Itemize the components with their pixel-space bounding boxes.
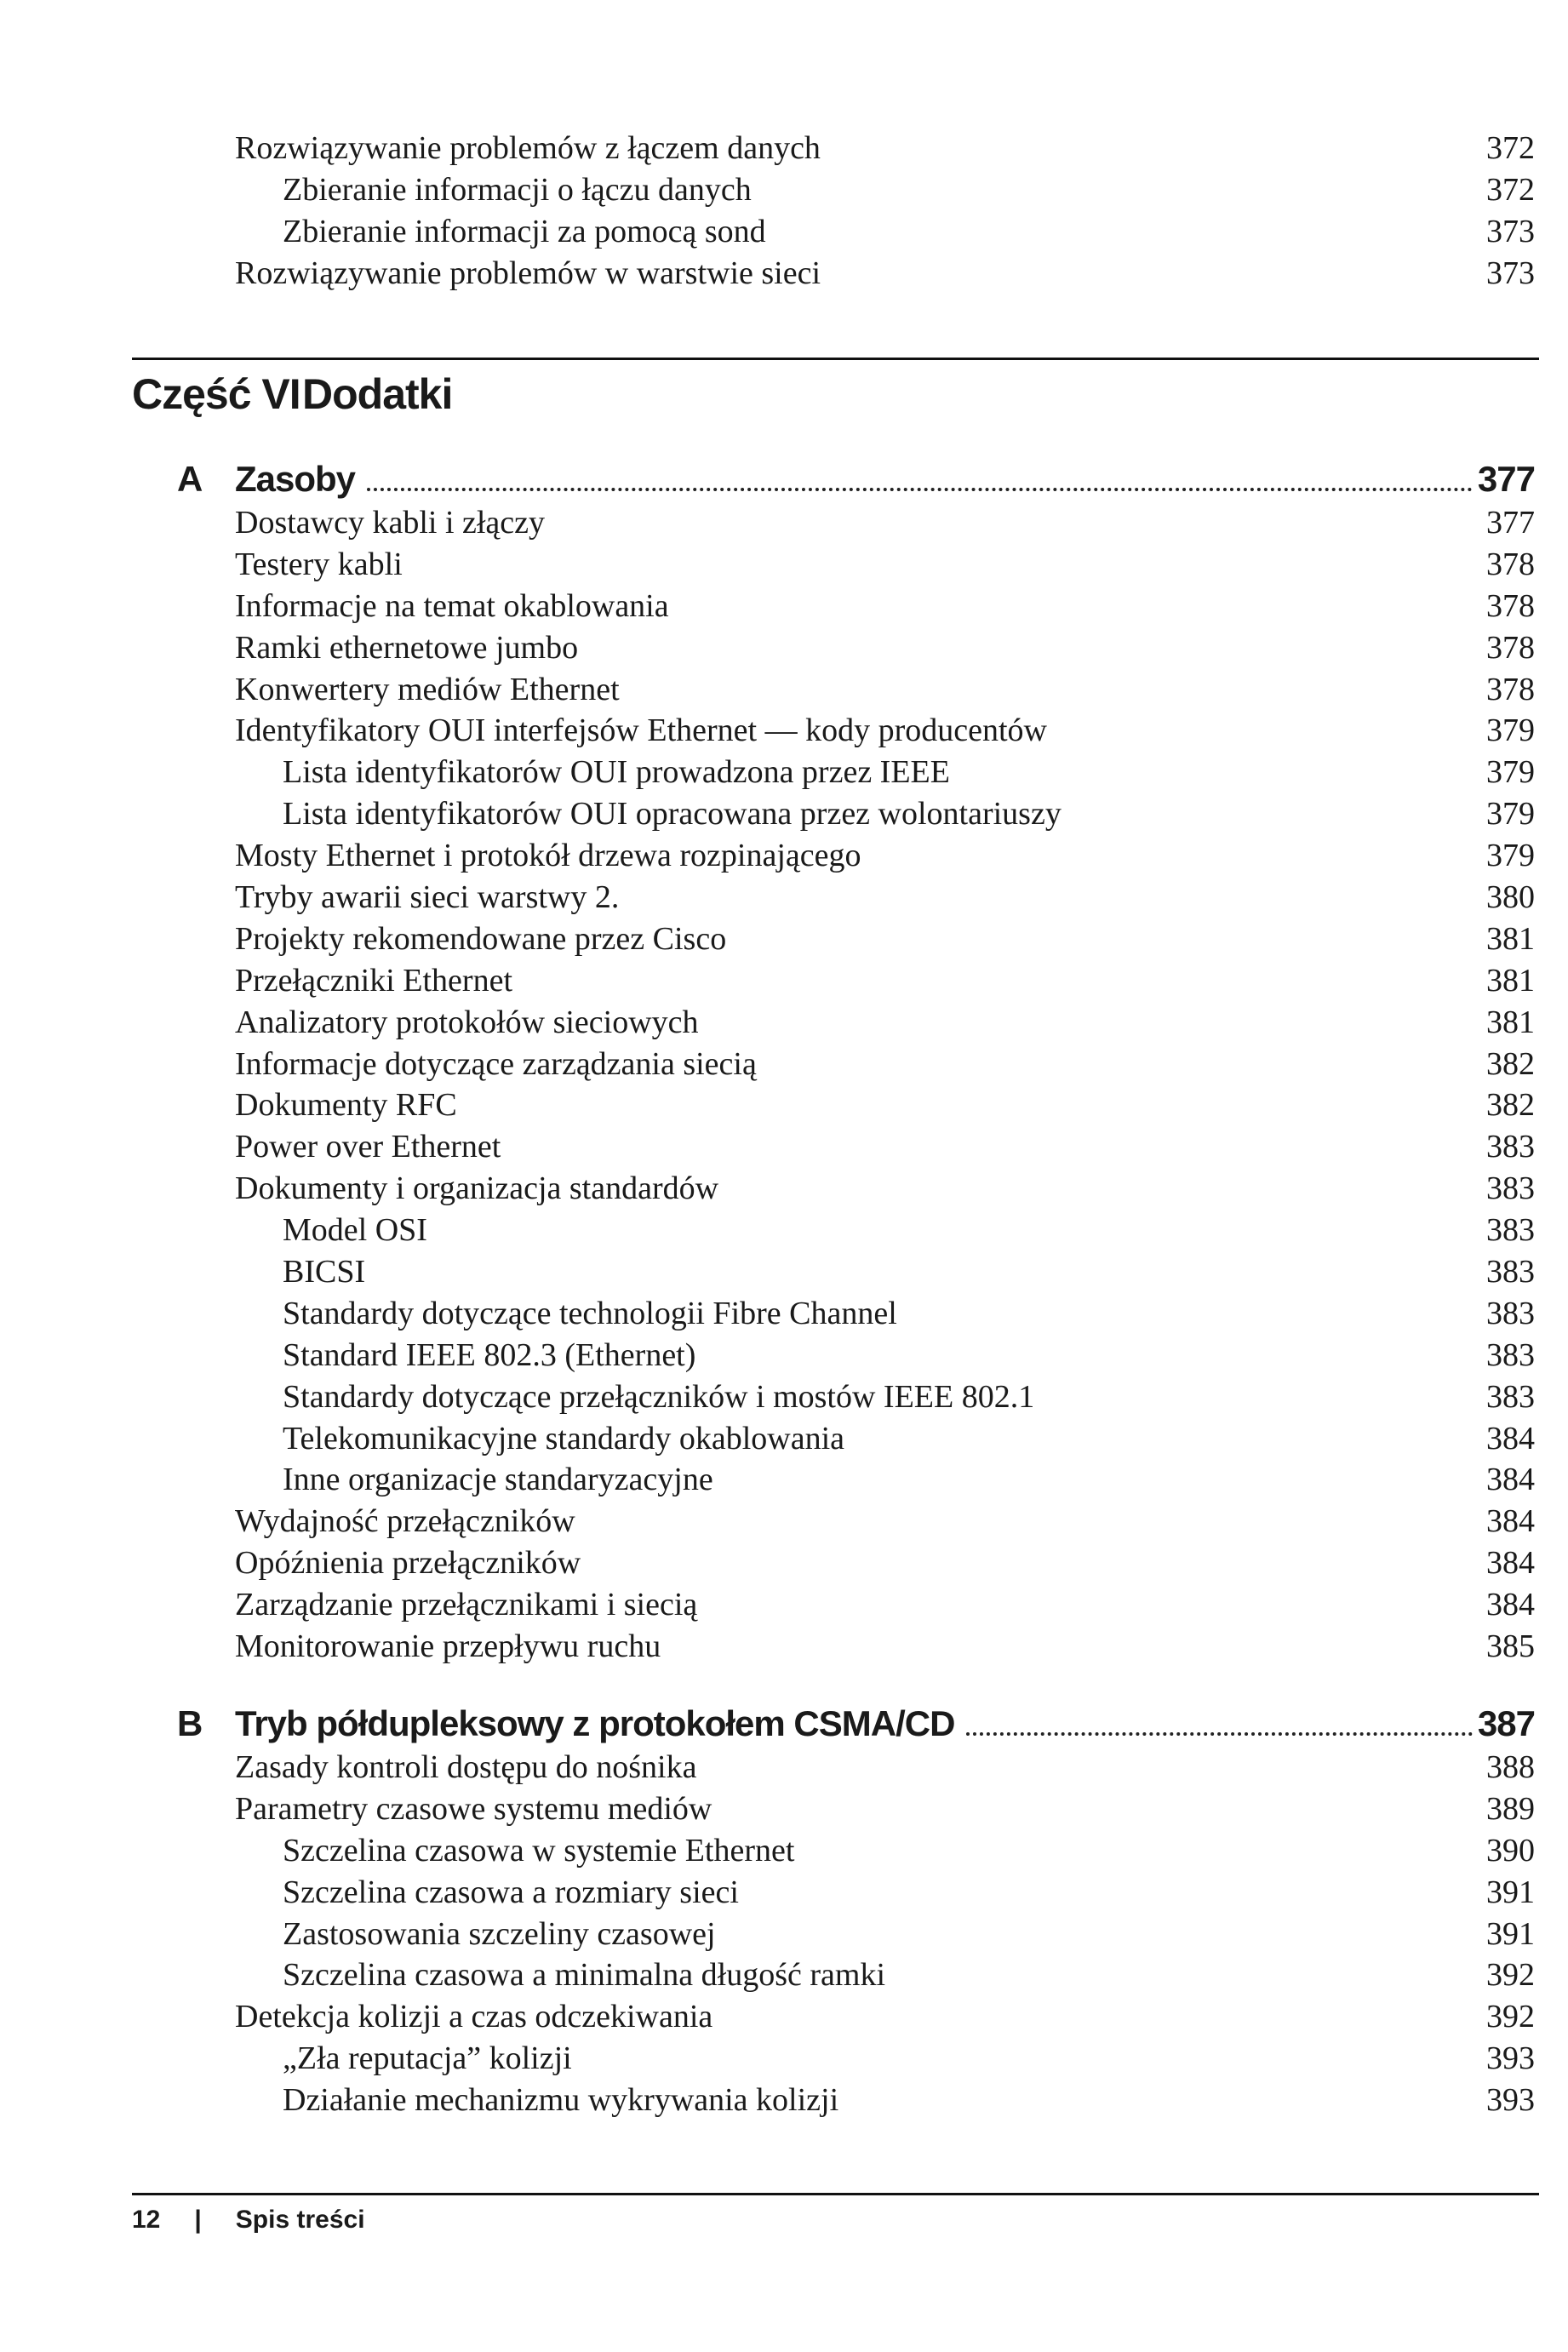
toc-entry-title: Lista identyfikatorów OUI prowadzona przez IEEE bbox=[283, 754, 950, 791]
toc-entry[interactable] bbox=[0, 128, 1568, 169]
page-footer bbox=[132, 2205, 399, 2235]
toc-entry-page: 381 bbox=[1486, 920, 1535, 957]
toc-entry-page: 382 bbox=[1486, 1045, 1535, 1082]
toc-entry-page: 379 bbox=[1486, 796, 1535, 833]
toc-entry[interactable] bbox=[0, 1251, 1568, 1293]
toc-entry[interactable] bbox=[0, 502, 1568, 544]
toc-entry-page: 392 bbox=[1486, 1957, 1535, 1994]
toc-entry-title: Zbieranie informacji o łączu danych bbox=[283, 171, 752, 208]
part-heading bbox=[132, 368, 452, 421]
toc-entry[interactable] bbox=[0, 1210, 1568, 1251]
toc-entry[interactable] bbox=[0, 2038, 1568, 2080]
toc-entry-page: 373 bbox=[1486, 255, 1535, 291]
toc-entry[interactable] bbox=[0, 960, 1568, 1002]
toc-entry[interactable] bbox=[0, 1830, 1568, 1872]
toc-entry-title: Przełączniki Ethernet bbox=[235, 962, 513, 999]
part-title: Dodatki bbox=[302, 370, 453, 418]
toc-entry[interactable] bbox=[0, 1996, 1568, 2038]
top-entries bbox=[0, 128, 1568, 295]
dot-leader bbox=[367, 488, 1473, 491]
toc-entry-title: Rozwiązywanie problemów w warstwie sieci bbox=[235, 255, 821, 291]
toc-entry-page: 377 bbox=[1486, 505, 1535, 541]
toc-entry[interactable] bbox=[0, 1626, 1568, 1668]
toc-entry[interactable] bbox=[0, 1747, 1568, 1788]
toc-entry-page: 382 bbox=[1486, 1087, 1535, 1124]
toc-entry-title: Zbieranie informacji za pomocą sond bbox=[283, 213, 766, 249]
toc-entry[interactable] bbox=[0, 1954, 1568, 1996]
toc-entry-title: Dokumenty i organizacja standardów bbox=[235, 1170, 719, 1207]
toc-entry[interactable] bbox=[0, 793, 1568, 835]
toc-entry[interactable] bbox=[0, 710, 1568, 752]
toc-entry-title: Parametry czasowe systemu mediów bbox=[235, 1790, 712, 1827]
toc-entry-title: Testery kabli bbox=[235, 546, 403, 582]
toc-entry[interactable] bbox=[0, 752, 1568, 793]
running-title: Spis treści bbox=[235, 2206, 365, 2234]
toc-entry-title: Zarządzanie przełącznikami i siecią bbox=[235, 1587, 698, 1623]
toc-entry-title: Standardy dotyczące przełączników i mostów IEEE 802.1 bbox=[283, 1378, 1035, 1415]
toc-entry[interactable] bbox=[0, 586, 1568, 627]
toc-entry-title: Opóźnienia przełączników bbox=[235, 1545, 581, 1582]
toc-entry-page: 384 bbox=[1486, 1545, 1535, 1582]
toc-entry-title: Tryby awarii sieci warstwy 2. bbox=[235, 879, 620, 916]
toc-entry-title: Telekomunikacyjne standardy okablowania bbox=[283, 1420, 845, 1456]
toc-entry[interactable] bbox=[0, 1044, 1568, 1085]
toc-entry-title: Analizatory protokołów sieciowych bbox=[235, 1004, 699, 1040]
toc-entry[interactable] bbox=[0, 253, 1568, 295]
toc-entry[interactable] bbox=[0, 1376, 1568, 1418]
toc-entry-page: 379 bbox=[1486, 712, 1535, 749]
toc-entry-page: 381 bbox=[1486, 1004, 1535, 1040]
toc-entry-title: Dostawcy kabli i złączy bbox=[235, 505, 546, 541]
toc-entry-page: 383 bbox=[1486, 1295, 1535, 1331]
appendix-page: 387 bbox=[1477, 1703, 1535, 1743]
toc-entry-page: 380 bbox=[1486, 879, 1535, 916]
toc-entry-title: Szczelina czasowa a rozmiary sieci bbox=[283, 1874, 739, 1910]
toc-entry-title: Zastosowania szczeliny czasowej bbox=[283, 1915, 716, 1952]
toc-entry[interactable] bbox=[0, 1584, 1568, 1626]
toc-entry[interactable] bbox=[0, 1788, 1568, 1830]
toc-entry-page: 378 bbox=[1486, 629, 1535, 666]
toc-entry-title: Szczelina czasowa w systemie Ethernet bbox=[283, 1832, 795, 1868]
toc-entry[interactable] bbox=[0, 211, 1568, 253]
appendix-page: 377 bbox=[1477, 459, 1535, 499]
toc-entry-page: 390 bbox=[1486, 1832, 1535, 1868]
toc-entry-title: Działanie mechanizmu wykrywania kolizji bbox=[283, 2082, 839, 2119]
toc-entry-title: Szczelina czasowa a minimalna długość ramki bbox=[283, 1957, 886, 1994]
toc-entry-page: 378 bbox=[1486, 671, 1535, 707]
appendix-a-entries bbox=[0, 502, 1568, 1668]
toc-entry-title: Projekty rekomendowane przez Cisco bbox=[235, 920, 727, 957]
toc-entry-page: 378 bbox=[1486, 546, 1535, 582]
toc-entry[interactable] bbox=[0, 544, 1568, 586]
toc-entry[interactable] bbox=[0, 918, 1568, 960]
toc-entry-page: 384 bbox=[1486, 1503, 1535, 1540]
toc-entry-page: 391 bbox=[1486, 1874, 1535, 1910]
toc-entry[interactable] bbox=[0, 1002, 1568, 1044]
toc-entry-title: Monitorowanie przepływu ruchu bbox=[235, 1628, 661, 1665]
page-number: 12 bbox=[132, 2206, 161, 2234]
toc-entry[interactable] bbox=[0, 1084, 1568, 1126]
appendix-letter: A bbox=[177, 459, 203, 499]
toc-entry-title: Lista identyfikatorów OUI opracowana przez wolontariuszy bbox=[283, 796, 1062, 833]
toc-entry-title: Zasady kontroli dostępu do nośnika bbox=[235, 1749, 697, 1785]
toc-entry-title: Identyfikatory OUI interfejsów Ethernet — kody producentów bbox=[235, 712, 1047, 749]
toc-entry-title: Konwertery mediów Ethernet bbox=[235, 671, 620, 707]
toc-entry-title: Informacje dotyczące zarządzania siecią bbox=[235, 1045, 757, 1082]
toc-entry-page: 383 bbox=[1486, 1254, 1535, 1290]
footer-divider bbox=[132, 2193, 1539, 2195]
toc-entry-title: Detekcja kolizji a czas odczekiwania bbox=[235, 1999, 713, 2035]
toc-entry-title: Inne organizacje standaryzacyjne bbox=[283, 1462, 713, 1498]
toc-entry-page: 384 bbox=[1486, 1420, 1535, 1456]
toc-entry-title: Power over Ethernet bbox=[235, 1129, 501, 1165]
toc-entry[interactable] bbox=[0, 1459, 1568, 1501]
toc-entry[interactable] bbox=[0, 835, 1568, 877]
toc-entry-page: 379 bbox=[1486, 754, 1535, 791]
dot-leader bbox=[966, 1732, 1473, 1736]
toc-entry-page: 383 bbox=[1486, 1170, 1535, 1207]
toc-entry-page: 388 bbox=[1486, 1749, 1535, 1785]
toc-entry-title: „Zła reputacja” kolizji bbox=[283, 2040, 572, 2077]
part-divider bbox=[132, 358, 1539, 360]
toc-entry-title: Mosty Ethernet i protokół drzewa rozpinającego bbox=[235, 838, 861, 874]
toc-entry[interactable] bbox=[0, 1293, 1568, 1335]
toc-entry-page: 389 bbox=[1486, 1790, 1535, 1827]
toc-entry-page: 383 bbox=[1486, 1336, 1535, 1373]
toc-entry-title: Dokumenty RFC bbox=[235, 1087, 457, 1124]
toc-entry[interactable] bbox=[0, 1335, 1568, 1376]
toc-entry-page: 393 bbox=[1486, 2040, 1535, 2077]
toc-entry-page: 384 bbox=[1486, 1462, 1535, 1498]
toc-entry[interactable] bbox=[0, 1501, 1568, 1542]
appendix-b-heading[interactable] bbox=[0, 1700, 1568, 1748]
toc-entry-title: Model OSI bbox=[283, 1212, 427, 1249]
toc-entry-title: Rozwiązywanie problemów z łączem danych bbox=[235, 130, 821, 166]
toc-entry[interactable] bbox=[0, 1168, 1568, 1210]
appendix-title: Tryb półdupleksowy z protokołem CSMA/CD bbox=[235, 1703, 955, 1743]
toc-entry[interactable] bbox=[0, 877, 1568, 918]
toc-entry[interactable] bbox=[0, 1914, 1568, 1955]
toc-entry-page: 379 bbox=[1486, 838, 1535, 874]
toc-entry-page: 385 bbox=[1486, 1628, 1535, 1665]
toc-entry[interactable] bbox=[0, 669, 1568, 711]
toc-entry-title: Wydajność przełączników bbox=[235, 1503, 575, 1540]
toc-entry-page: 383 bbox=[1486, 1129, 1535, 1165]
toc-entry-page: 373 bbox=[1486, 213, 1535, 249]
toc-entry-page: 383 bbox=[1486, 1212, 1535, 1249]
toc-entry-title: Ramki ethernetowe jumbo bbox=[235, 629, 579, 666]
toc-entry-page: 392 bbox=[1486, 1999, 1535, 2035]
appendix-title: Zasoby bbox=[235, 459, 356, 499]
appendix-letter: B bbox=[177, 1703, 203, 1743]
toc-entry-page: 384 bbox=[1486, 1587, 1535, 1623]
appendix-b-entries bbox=[0, 1747, 1568, 2121]
toc-entry-page: 393 bbox=[1486, 2082, 1535, 2119]
toc-entry[interactable] bbox=[0, 2080, 1568, 2121]
toc-entry-page: 391 bbox=[1486, 1915, 1535, 1952]
part-label: Część VI bbox=[132, 370, 300, 418]
toc-entry-title: Standard IEEE 802.3 (Ethernet) bbox=[283, 1336, 696, 1373]
toc-entry[interactable] bbox=[0, 1872, 1568, 1914]
footer-separator: | bbox=[194, 2206, 202, 2234]
appendix-a-heading[interactable] bbox=[0, 455, 1568, 503]
toc-entry[interactable] bbox=[0, 1418, 1568, 1460]
toc-entry-page: 378 bbox=[1486, 587, 1535, 624]
toc-entry-page: 383 bbox=[1486, 1378, 1535, 1415]
toc-entry-title: Standardy dotyczące technologii Fibre Channel bbox=[283, 1295, 897, 1331]
toc-entry-page: 381 bbox=[1486, 962, 1535, 999]
toc-entry[interactable] bbox=[0, 1542, 1568, 1584]
toc-entry-page: 372 bbox=[1486, 171, 1535, 208]
toc-entry-title: BICSI bbox=[283, 1254, 366, 1290]
toc-entry[interactable] bbox=[0, 627, 1568, 669]
toc-entry-page: 372 bbox=[1486, 130, 1535, 166]
toc-entry-title: Informacje na temat okablowania bbox=[235, 587, 669, 624]
toc-entry[interactable] bbox=[0, 1126, 1568, 1168]
toc-entry[interactable] bbox=[0, 169, 1568, 211]
